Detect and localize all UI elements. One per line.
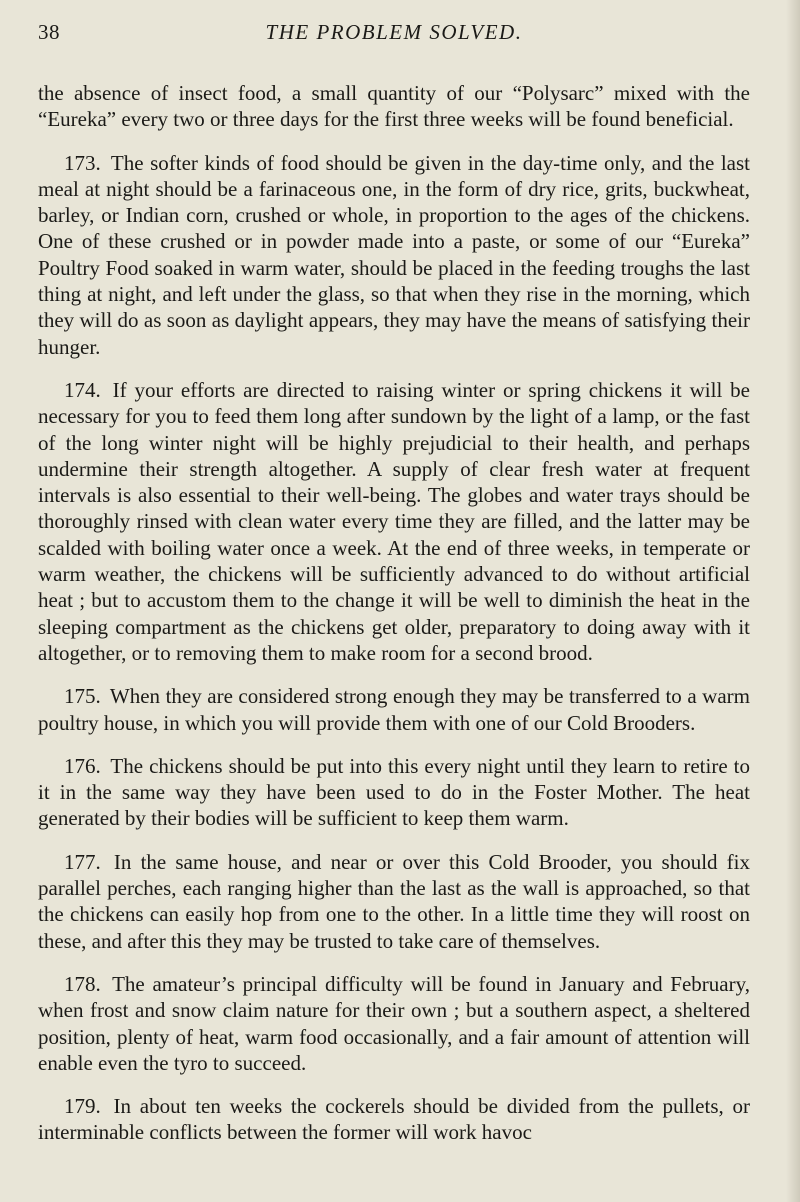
paragraph-174 <box>38 377 750 666</box>
paragraph-number: 177. <box>64 849 101 874</box>
paragraph-number: 175. <box>64 684 101 709</box>
paragraph-continued <box>38 80 750 133</box>
paragraph-text: When they are considered strong enough they may be transferred to a warm poultry house, in which you will provide them with one of our Cold Brooders. <box>38 684 750 735</box>
paragraph-179 <box>38 1093 750 1146</box>
paragraph-178 <box>38 971 750 1076</box>
paragraph-173 <box>38 150 750 360</box>
page-body <box>38 80 750 1163</box>
page-edge-shadow <box>786 0 800 1202</box>
paragraph-text: The chickens should be put into this every night until they learn to retire to it in the same way they have been used to do in the Foster Mother. The heat generated by their bodies will be sufficient to keep them warm. <box>38 753 751 831</box>
paragraph-number: 178. <box>64 971 101 996</box>
page-number: 38 <box>38 20 60 44</box>
paragraph-text: If your efforts are directed to raising winter or spring chickens it will be necessary for you to feed them long after sundown by the light of a lamp, or the fast of the long winter night will be highly prejudicial to their health, and perhaps undermine their strength altogether. A supply of clear fresh water at frequent intervals is also essential to their well-being. The globes and water trays should be thoroughly rinsed with clean water every time they are filled, and the latter may be scalded with boiling water once a week. At the end of three weeks, in temperate or warm weather, the chickens will be sufficiently advanced to do without artificial heat ; but to accustom them to the change it will be well to diminish the heat in the sleeping compartment as the chickens get older, preparatory to doing away with it altogether, or to removing them to make room for a second brood. <box>38 377 750 665</box>
paragraph-number: 173. <box>64 150 101 175</box>
paragraph-number: 179. <box>64 1094 101 1119</box>
paragraph-text: The amateur’s principal difficulty will be found in January and February, when frost and snow claim nature for their own ; but a southern aspect, a sheltered position, plenty of heat, warm food occasionally, and a fair amount of attention will enable even the tyro to succeed. <box>38 971 750 1075</box>
paragraph-text: In the same house, and near or over this Cold Brooder, you should fix parallel perches, each ranging higher than the last as the wall is approached, so that the chickens can easily hop from one to the other. In a little time they will roost on these, and after this they may be trusted to take care of themselves. <box>38 849 751 953</box>
paragraph-176 <box>38 753 750 832</box>
paragraph-number: 176. <box>64 753 101 778</box>
paragraph-177 <box>38 849 750 954</box>
paragraph-175 <box>38 683 750 736</box>
page-header <box>38 20 750 54</box>
paragraph-number: 174. <box>64 377 101 402</box>
running-title: THE PROBLEM SOLVED. <box>265 20 523 44</box>
paragraph-text: In about ten weeks the cockerels should be divided from the pullets, or interminable conflicts between the former will work havoc <box>38 1094 751 1145</box>
paragraph-text: the absence of insect food, a small quantity of our “Polysarc” mixed with the “Eureka” every two or three days for the first three weeks will be found beneficial. <box>38 81 750 132</box>
paragraph-text: The softer kinds of food should be given in the day-time only, and the last meal at night should be a farinaceous one, in the form of dry rice, grits, buckwheat, barley, or Indian corn, crushed or whole, in proportion to the ages of the chickens. One of these crushed or in powder made into a paste, or some of our “Eureka” Poultry Food soaked in warm water, should be placed in the feeding troughs the last thing at night, and left under the glass, so that when they rise in the morning, which they will do as soon as daylight appears, they may have the means of satisfying their hunger. <box>38 150 750 359</box>
